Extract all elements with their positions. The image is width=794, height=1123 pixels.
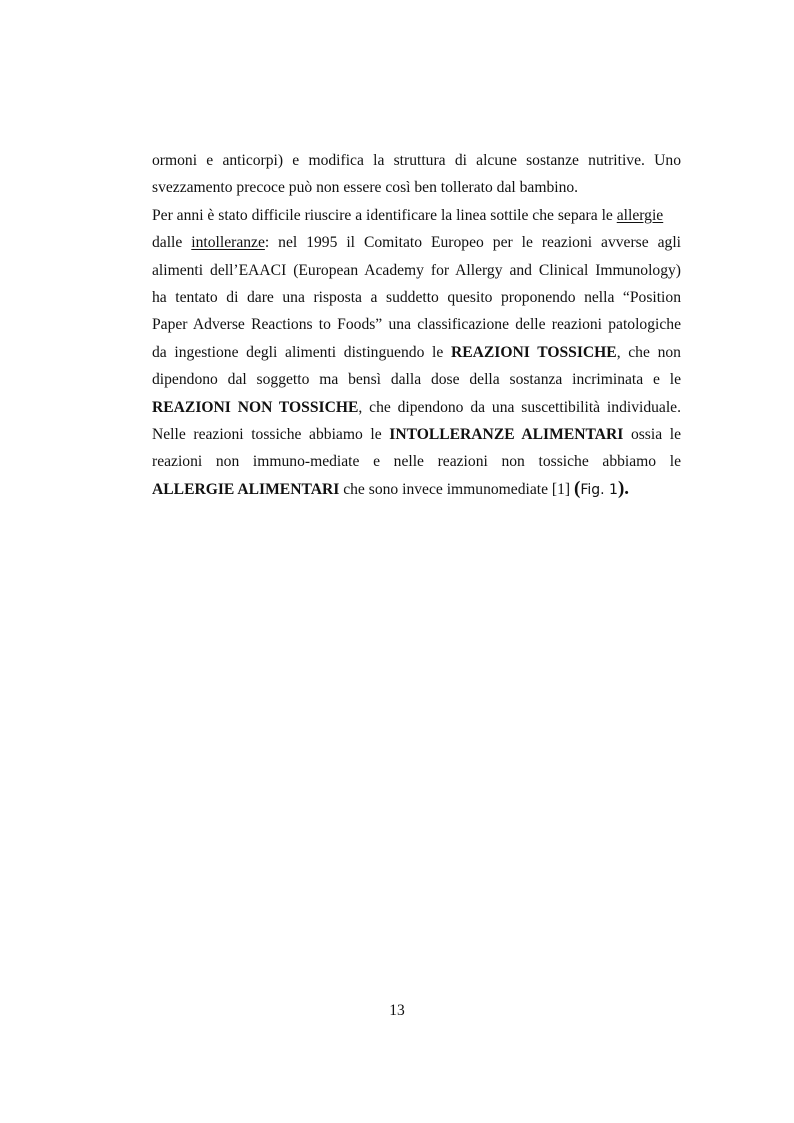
text-line — [152, 476, 681, 503]
text-span: ossia le — [623, 425, 681, 443]
text-line — [152, 394, 681, 421]
underlined-term-allergie: allergie — [616, 206, 664, 224]
text-span: Paper Adverse Reactions to Foods” una classificazione delle reazioni patologiche — [152, 316, 681, 334]
text-line — [152, 421, 681, 448]
text-line — [152, 202, 681, 229]
open-parenthesis: ( — [574, 477, 581, 499]
text-span: che sono invece immunomediate [1] — [339, 480, 575, 498]
text-span: ha tentato di dare una risposta a suddetto quesito proponendo nella “Position — [152, 288, 681, 306]
text-span: Nelle reazioni tossiche abbiamo le — [152, 425, 390, 443]
text-line — [152, 147, 681, 174]
text-span: Per anni è stato difficile riuscire a identificare la linea sottile che separa le — [152, 206, 617, 224]
close-parenthesis: ). — [617, 477, 630, 499]
text-span: ormoni e anticorpi) e modifica la struttura di alcune sostanze nutritive. Uno — [152, 152, 681, 169]
text-line — [152, 229, 681, 256]
bold-term-intolleranze-alimentari: INTOLLERANZE ALIMENTARI — [389, 425, 624, 443]
text-span: dipendono dal soggetto ma bensì dalla dose della sostanza incriminata e le — [152, 371, 681, 389]
text-line — [152, 339, 681, 366]
text-span: svezzamento precoce può non essere così ben tollerato dal bambino. — [152, 179, 579, 197]
text-span: , che non — [616, 343, 681, 361]
body-text — [152, 147, 681, 503]
text-line — [152, 174, 681, 201]
text-span: : nel 1995 il Comitato Europeo per le reazioni avverse agli — [264, 234, 682, 252]
page-number: 13 — [389, 1002, 405, 1019]
underlined-term-intolleranze: intolleranze — [191, 234, 265, 252]
text-span: dalle — [152, 234, 192, 252]
text-line — [152, 257, 681, 284]
bold-term-reazioni-tossiche: REAZIONI TOSSICHE — [450, 343, 617, 361]
text-line — [152, 284, 681, 311]
text-line — [152, 366, 681, 393]
text-span: , che dipendono da una suscettibilità individuale. — [358, 398, 681, 416]
bold-term-reazioni-non-tossiche: REAZIONI NON TOSSICHE — [152, 398, 359, 416]
figure-reference: Fig. 1 — [580, 481, 618, 498]
text-span: reazioni non immuno-mediate e nelle reazioni non tossiche abbiamo le — [152, 453, 681, 471]
bold-term-allergie-alimentari: ALLERGIE ALIMENTARI — [152, 480, 340, 498]
text-line — [152, 448, 681, 475]
text-span: alimenti dell’EAACI (European Academy for Allergy and Clinical Immunology) — [152, 261, 681, 279]
text-span: da ingestione degli alimenti distinguendo le — [152, 343, 451, 361]
text-line — [152, 311, 681, 338]
